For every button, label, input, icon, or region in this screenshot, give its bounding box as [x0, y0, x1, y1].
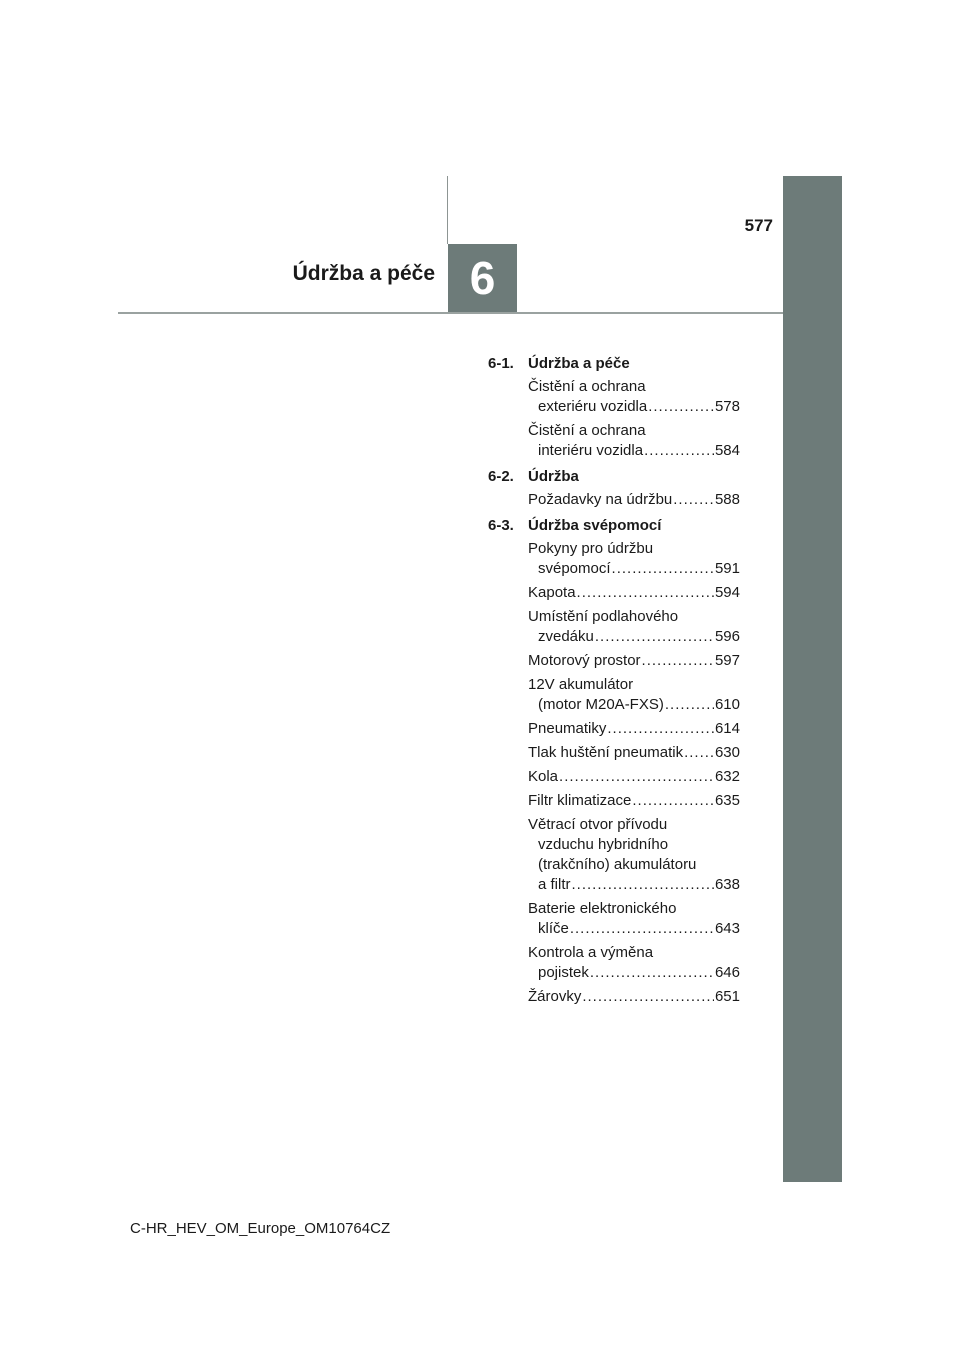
toc-entry-row — [528, 490, 740, 510]
toc-entry-text: Kola — [528, 768, 559, 785]
toc-entry-page: 643 — [714, 920, 740, 937]
toc-section-number: 6-2. — [488, 468, 514, 485]
toc-entry[interactable] — [528, 607, 740, 647]
toc-entry-page: 596 — [714, 628, 740, 645]
toc-entry-page: 588 — [714, 491, 740, 508]
toc-entry-page: 610 — [714, 696, 740, 713]
toc-leader-dots — [582, 987, 714, 1007]
toc-entry-page: 578 — [714, 398, 740, 415]
page-number: 577 — [744, 216, 773, 235]
toc-leader-dots — [665, 695, 714, 715]
toc-entry-text: Pneumatiky — [528, 720, 607, 737]
toc-entry[interactable] — [528, 490, 740, 510]
toc-leader-dots — [577, 583, 714, 603]
toc-entry-text: svépomocí — [538, 560, 611, 577]
toc-section-title: Údržba — [528, 468, 579, 485]
toc-entry[interactable] — [528, 943, 740, 983]
toc-section-title: Údržba svépomocí — [528, 517, 662, 534]
toc-section-heading — [488, 468, 740, 486]
toc-entry-text: Čistění a ochrana — [528, 378, 646, 395]
toc-entry-row — [528, 651, 740, 671]
toc-entry-page: 632 — [714, 768, 740, 785]
toc-entry-text: (trakčního) akumulátoru — [538, 856, 697, 873]
toc-leader-dots — [595, 627, 714, 647]
toc-section-heading — [488, 517, 740, 535]
toc-entry-text: exteriéru vozidla — [538, 398, 648, 415]
toc-entry-row — [528, 627, 740, 647]
toc-leader-dots — [572, 875, 714, 895]
toc-entry-page: 651 — [714, 988, 740, 1005]
toc-entry-text: interiéru vozidla — [538, 442, 644, 459]
toc-entry-page: 594 — [714, 584, 740, 601]
toc-entry-text: Baterie elektronického — [528, 900, 677, 917]
toc-section-number: 6-1. — [488, 355, 514, 372]
toc-entry-text: Kapota — [528, 584, 576, 601]
toc-section-number: 6-3. — [488, 517, 514, 534]
toc-entry-row — [528, 695, 740, 715]
toc-entry-text: vzduchu hybridního — [538, 836, 669, 853]
toc-entry-text: Žárovky — [528, 988, 582, 1005]
toc-entry[interactable] — [528, 743, 740, 763]
toc-entry-row — [528, 743, 740, 763]
toc-entry[interactable] — [528, 815, 740, 895]
header-horizontal-rule — [118, 312, 783, 314]
toc-entry[interactable] — [528, 651, 740, 671]
toc-entry-text: Filtr klimatizace — [528, 792, 632, 809]
toc-entry-row — [528, 559, 740, 579]
toc-section — [488, 517, 740, 1007]
chapter-number-box — [448, 244, 517, 312]
toc-entry-text: pojistek — [538, 964, 589, 981]
toc-entry[interactable] — [528, 899, 740, 939]
toc-entry-page: 614 — [714, 720, 740, 737]
header-vertical-rule — [447, 176, 448, 244]
toc-entry-text: Pokyny pro údržbu — [528, 540, 654, 557]
toc-entry-row — [528, 767, 740, 787]
toc-leader-dots — [559, 767, 714, 787]
chapter-number: 6 — [469, 252, 496, 304]
toc-entry-text: Kontrola a výměna — [528, 944, 654, 961]
toc-section — [488, 468, 740, 510]
toc-entry-row — [528, 875, 740, 895]
toc-entry-text: Tlak huštění pneumatik — [528, 744, 684, 761]
toc-leader-dots — [570, 919, 714, 939]
toc-entry[interactable] — [528, 719, 740, 739]
toc-entry-text: Větrací otvor přívodu — [528, 816, 668, 833]
toc-entry[interactable] — [528, 421, 740, 461]
toc-entry-row — [528, 441, 740, 461]
toc-entry-page: 597 — [714, 652, 740, 669]
toc-entry-page: 635 — [714, 792, 740, 809]
toc-leader-dots — [590, 963, 714, 983]
toc-leader-dots — [648, 397, 714, 417]
table-of-contents — [488, 355, 740, 1014]
toc-section-heading — [488, 355, 740, 373]
toc-section — [488, 355, 740, 461]
toc-entry[interactable] — [528, 583, 740, 603]
toc-entry[interactable] — [528, 675, 740, 715]
toc-entry[interactable] — [528, 377, 740, 417]
toc-entry-text: Motorový prostor — [528, 652, 641, 669]
chapter-side-tab — [783, 176, 842, 1182]
toc-leader-dots — [607, 719, 714, 739]
toc-entry-text: zvedáku — [538, 628, 594, 645]
toc-entry-page: 638 — [714, 876, 740, 893]
toc-entry-page: 630 — [714, 744, 740, 761]
toc-leader-dots — [642, 651, 714, 671]
toc-entry-row — [528, 397, 740, 417]
toc-leader-dots — [612, 559, 714, 579]
toc-entry-text: klíče — [538, 920, 569, 937]
toc-entry[interactable] — [528, 791, 740, 811]
toc-entry[interactable] — [528, 539, 740, 579]
toc-entry-text: Umístění podlahového — [528, 608, 679, 625]
toc-entry-text: a filtr — [538, 876, 571, 893]
toc-entry-text: (motor M20A-FXS) — [538, 696, 664, 713]
toc-entry-row — [528, 987, 740, 1007]
toc-entry-text: Čistění a ochrana — [528, 422, 646, 439]
toc-entry-row — [528, 963, 740, 983]
toc-leader-dots — [644, 441, 714, 461]
toc-leader-dots — [632, 791, 714, 811]
toc-entry-page: 591 — [714, 560, 740, 577]
toc-entry[interactable] — [528, 987, 740, 1007]
toc-leader-dots — [673, 490, 714, 510]
toc-entry[interactable] — [528, 767, 740, 787]
toc-entry-page: 646 — [714, 964, 740, 981]
chapter-title: Údržba a péče — [292, 262, 435, 285]
toc-entry-row — [528, 919, 740, 939]
toc-entry-text: Požadavky na údržbu — [528, 491, 673, 508]
toc-entry-text: 12V akumulátor — [528, 676, 634, 693]
toc-leader-dots — [684, 743, 714, 763]
toc-entry-row — [528, 583, 740, 603]
toc-section-title: Údržba a péče — [528, 355, 630, 372]
toc-entry-page: 584 — [714, 442, 740, 459]
toc-entry-row — [528, 791, 740, 811]
footer-document-id: C-HR_HEV_OM_Europe_OM10764CZ — [130, 1220, 391, 1237]
toc-entry-row — [528, 719, 740, 739]
